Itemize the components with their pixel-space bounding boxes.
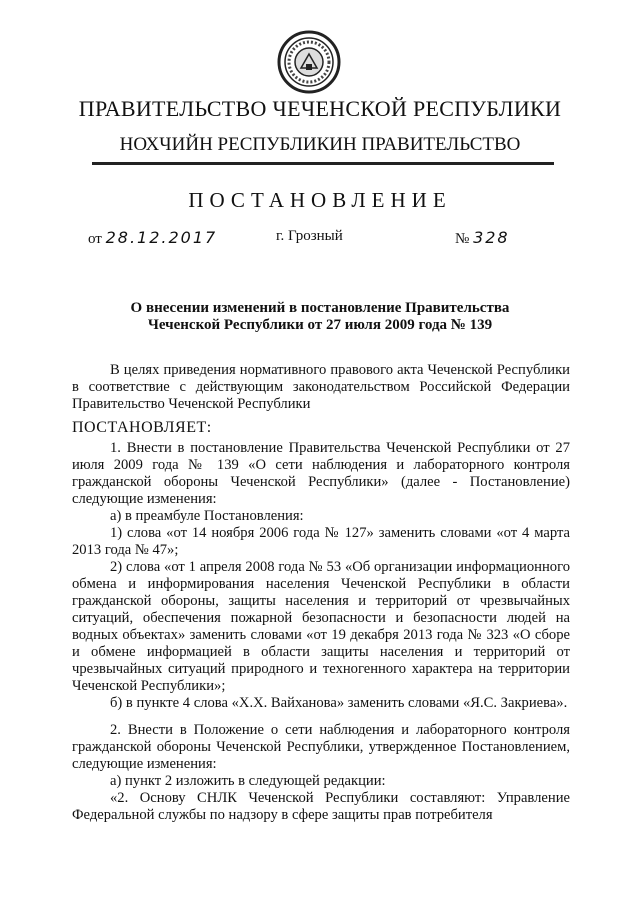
document-title: ПОСТАНОВЛЕНИЕ [188,188,452,212]
document-date [88,228,217,248]
paragraph-2a: а) пункт 2 изложить в следующей редакции: [110,773,386,789]
paragraph-2: 2. Внести в Положение о сети наблюдения и лабораторного контроля гражданской обороны Чеченской Республики, утвержденное Постановлением, следующие изменения: [72,722,570,772]
paragraph-2-quote: «2. Основу СНЛК Чеченской Республики составляют: Управление Федеральной службы по надзору в сфере защиты прав потребителя [72,790,570,823]
subject-line-1: О внесении изменений в постановление Правительства [130,300,510,316]
org-name-ru: ПРАВИТЕЛЬСТВО ЧЕЧЕНСКОЙ РЕСПУБЛИКИ [78,96,562,121]
document-number [455,228,510,248]
subject-line-2: Чеченской Республики от 27 июля 2009 года № 139 [147,317,493,333]
preamble-paragraph: В целях приведения нормативного правового акта Чеченской Республики в соответствие с действующим законодательством Российской Федерации Правительство Чеченской Республики [72,362,570,412]
handwritten-number: 328 [473,228,510,247]
document-subject [0,300,640,334]
document-city: г. Грозный [276,228,343,244]
org-name-ce: НОХЧИЙН РЕСПУБЛИКИН ПРАВИТЕЛЬСТВО [119,134,521,155]
document-body [72,362,570,824]
paragraph-1a-1: 1) слова «от 14 ноября 2006 года № 127» заменить словами «от 4 марта 2013 года № 47»; [72,525,570,558]
paragraph-1a-2: 2) слова «от 1 апреля 2008 года № 53 «Об организации информационного обмена и информирования населения Чеченской Республики в области гражданской обороны, защиты населения и территорий от чрезвычайных ситуаций, обеспечения пожарной безопасности и безопасности людей на водных объектах» заменить словами «от 19 декабря 2013 года № 323 «О сборе и обмене информацией в области защиты населения и территорий от чрезвычайных ситуаций природного и техногенного характера на территории Чеченской Республики»; [72,559,570,694]
paragraph-1b: б) в пункте 4 слова «Х.Х. Вайханова» заменить словами «Я.С. Закриева». [110,695,568,711]
coat-of-arms-icon [277,30,341,94]
number-prefix: № [455,231,470,247]
decree-heading: ПОСТАНОВЛЯЕТ: [72,419,212,436]
paragraph-1: 1. Внести в постановление Правительства Чеченской Республики от 27 июля 2009 года № 139 «О сети наблюдения и лабораторного контроля гражданской обороны Чеченской Республики» (далее - Постановление) следующие изменения: [72,440,570,507]
paragraph-1a: а) в преамбуле Постановления: [110,508,304,524]
header-divider [92,162,554,165]
date-prefix: от [88,231,102,247]
handwritten-date: 28.12.2017 [105,228,218,247]
